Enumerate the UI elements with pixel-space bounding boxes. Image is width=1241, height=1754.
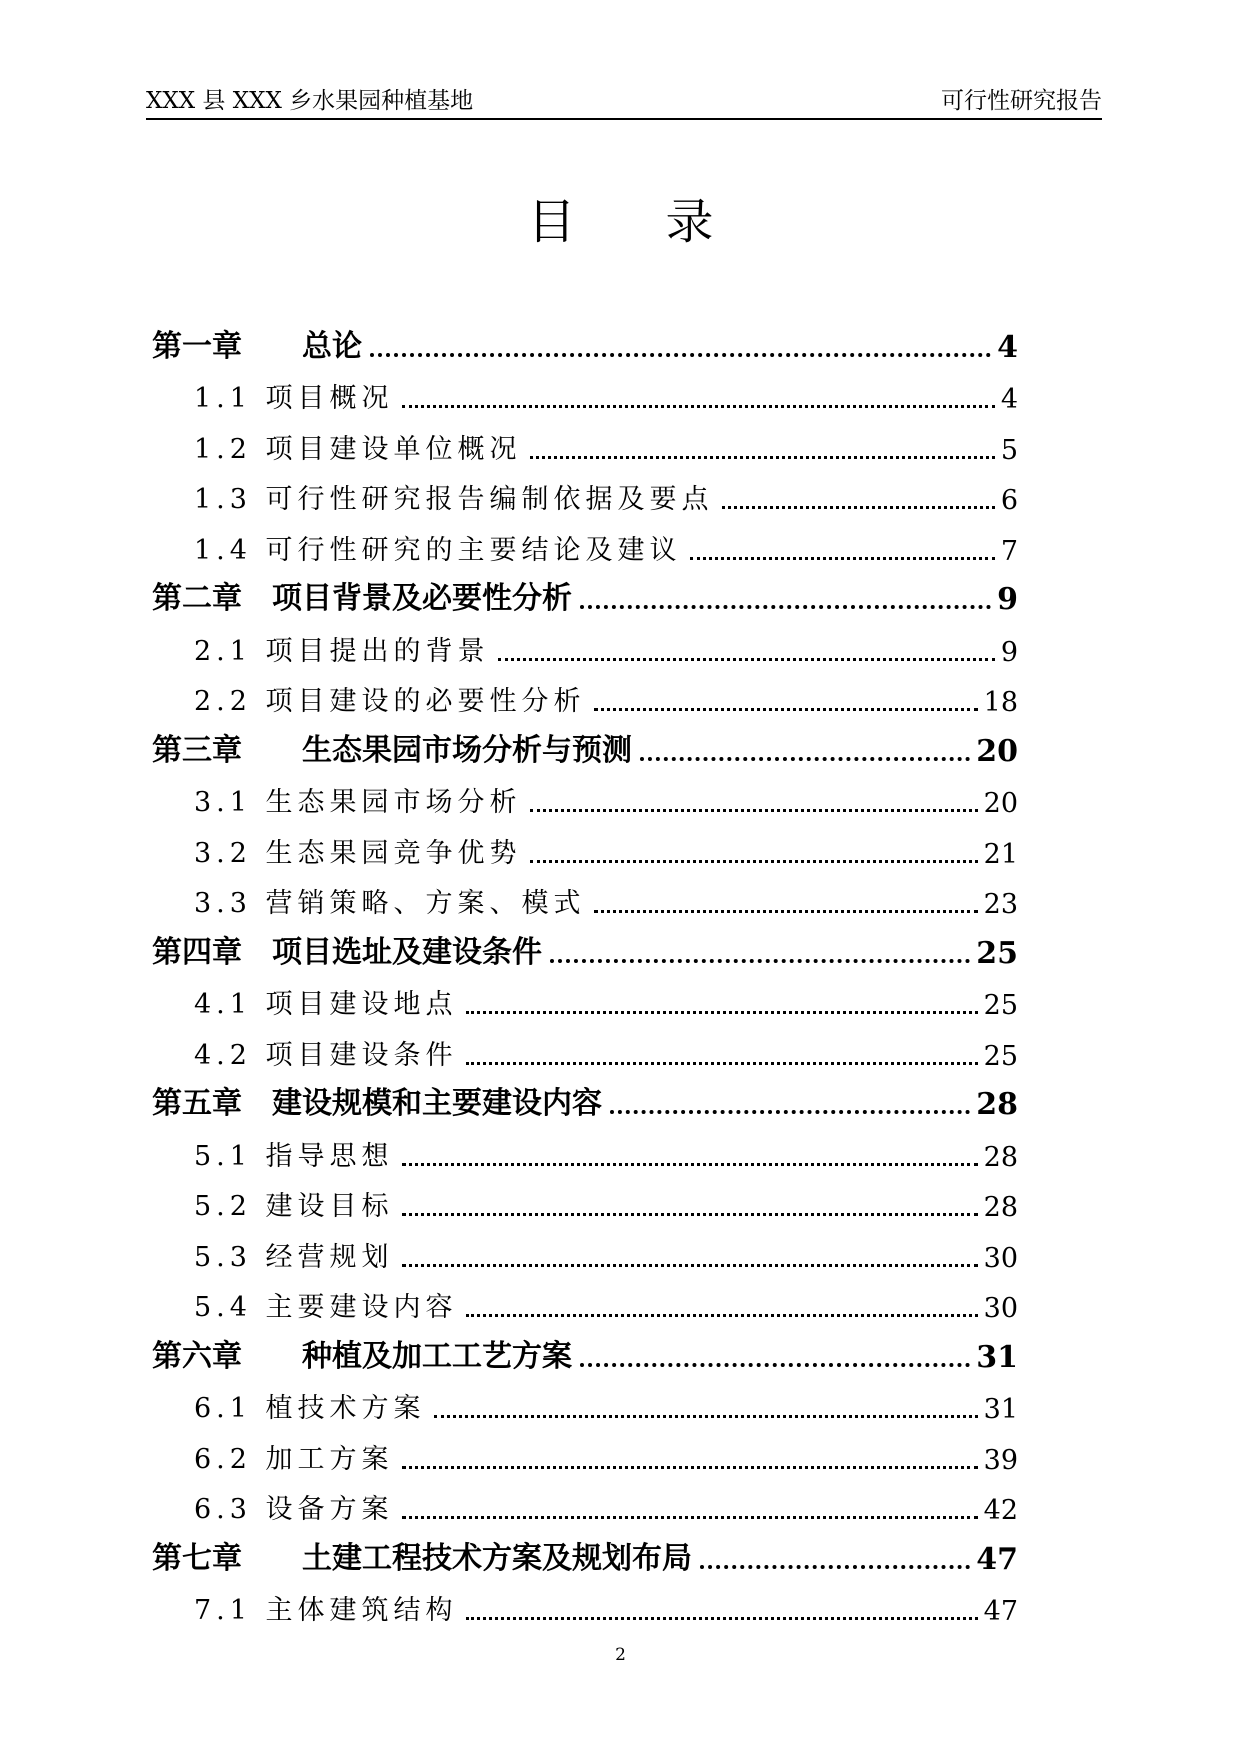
toc-dot-leader [466,1011,978,1014]
toc-title: 目录 [527,194,804,250]
toc-dot-leader [580,1363,970,1367]
toc-entry-label: 第五章 建设规模和主要建设内容 [152,1086,602,1121]
toc-entry-page: 18 [983,687,1018,718]
toc-chapter-entry[interactable] [152,1076,1018,1127]
toc-entry-label: 2.2 项目建设的必要性分析 [194,686,586,717]
toc-chapter-entry[interactable] [152,924,1018,975]
toc-chapter-entry[interactable] [152,1530,1018,1581]
toc-entry-page: 9 [997,582,1018,617]
toc-entry-label: 第三章 生态果园市场分析与预测 [152,732,632,768]
toc-section-entry[interactable] [152,1379,1018,1430]
toc-dot-leader [640,757,970,761]
toc-chapter-entry[interactable] [152,1328,1018,1379]
toc-section-entry[interactable] [152,1429,1018,1480]
toc-dot-leader [530,809,978,812]
toc-entry-label: 4.2 项目建设条件 [194,1039,458,1071]
toc-dot-leader [594,708,978,711]
toc-dot-leader [610,1110,970,1114]
toc-section-entry[interactable] [152,369,1018,420]
toc-dot-leader [700,1565,970,1569]
toc-entry-label: 5.1 指导思想 [194,1140,394,1172]
header-report-type: 可行性研究报告 [941,88,1102,114]
toc-dot-leader [550,959,970,963]
toc-dot-leader [722,506,995,509]
toc-entry-label: 1.1 项目概况 [194,383,394,414]
toc-section-entry[interactable] [152,621,1018,672]
toc-dot-leader [690,557,995,560]
toc-entry-label: 4.1 项目建设地点 [194,989,458,1020]
toc-entry-page: 20 [976,733,1018,769]
toc-entry-page: 9 [1000,636,1018,668]
toc-entry-page: 47 [983,1596,1018,1627]
toc-entry-page: 47 [976,1541,1018,1577]
toc-entry-page: 28 [983,1141,1018,1173]
toc-entry-page: 5 [1000,434,1018,466]
toc-dot-leader [466,1617,978,1620]
toc-entry-page: 30 [983,1242,1018,1274]
toc-section-entry[interactable] [152,773,1018,824]
toc-entry-page: 4 [1000,384,1018,415]
toc-dot-leader [594,910,978,913]
toc-entry-page: 25 [983,1040,1018,1072]
toc-entry-page: 25 [983,990,1018,1021]
toc-chapter-entry[interactable] [152,571,1018,622]
toc-entry-page: 28 [976,1087,1018,1122]
toc-entry-label: 2.1 项目提出的背景 [194,635,490,667]
header-project-name: XXX 县 XXX 乡水果园种植基地 [146,88,474,114]
toc-entry-label: 1.4 可行性研究的主要结论及建议 [194,534,682,566]
toc-entry-page: 30 [983,1293,1018,1324]
toc-entry-page: 6 [1000,485,1018,516]
toc-section-entry[interactable] [152,823,1018,874]
toc-section-entry[interactable] [152,1278,1018,1329]
toc-dot-leader [402,1516,978,1519]
toc-entry-label: 5.2 建设目标 [194,1191,394,1222]
toc-entry-label: 5.3 经营规划 [194,1241,394,1273]
toc-entry-page: 23 [983,889,1018,920]
toc-dot-leader [466,1314,978,1317]
page-number: 2 [615,1645,626,1665]
toc-entry-page: 4 [997,329,1018,365]
toc-entry-label: 第四章 项目选址及建设条件 [152,934,542,970]
toc-section-entry[interactable] [152,672,1018,723]
toc-dot-leader [498,658,995,661]
toc-entry-label: 3.2 生态果园竞争优势 [194,837,522,869]
toc-entry-label: 3.1 生态果园市场分析 [194,787,522,818]
toc-entry-label: 6.2 加工方案 [194,1443,394,1475]
toc-entry-label: 第二章 项目背景及必要性分析 [152,581,572,616]
toc-dot-leader [402,1264,978,1267]
toc-entry-label: 第六章 种植及加工工艺方案 [152,1338,572,1374]
toc-entry-label: 3.3 营销策略、方案、模式 [194,888,586,919]
toc-dot-leader [580,605,991,609]
toc-entry-label: 6.3 设备方案 [194,1494,394,1525]
toc-entry-label: 6.1 植技术方案 [194,1393,426,1424]
toc-chapter-entry[interactable] [152,318,1018,369]
toc-entry-label: 7.1 主体建筑结构 [194,1595,458,1626]
toc-dot-leader [402,405,995,408]
toc-section-entry[interactable] [152,419,1018,470]
toc-dot-leader [466,1062,978,1065]
toc-dot-leader [402,1466,978,1469]
toc-dot-leader [434,1415,978,1418]
table-of-contents [152,318,1018,1631]
toc-entry-page: 21 [983,838,1018,870]
toc-entry-label: 第七章 土建工程技术方案及规划布局 [152,1540,692,1576]
toc-section-entry[interactable] [152,1480,1018,1531]
toc-entry-page: 25 [976,935,1018,971]
toc-section-entry[interactable] [152,975,1018,1026]
toc-dot-leader [530,456,995,459]
toc-section-entry[interactable] [152,1025,1018,1076]
toc-chapter-entry[interactable] [152,722,1018,773]
toc-entry-page: 42 [983,1495,1018,1526]
toc-dot-leader [370,353,991,357]
toc-entry-page: 31 [976,1339,1018,1375]
toc-section-entry[interactable] [152,520,1018,571]
toc-entry-page: 28 [983,1192,1018,1223]
toc-section-entry[interactable] [152,1581,1018,1632]
toc-entry-page: 31 [983,1394,1018,1425]
toc-section-entry[interactable] [152,1177,1018,1228]
toc-dot-leader [402,1213,978,1216]
toc-dot-leader [530,860,978,863]
toc-dot-leader [402,1163,978,1166]
toc-section-entry[interactable] [152,874,1018,925]
toc-entry-label: 1.3 可行性研究报告编制依据及要点 [194,484,714,515]
toc-entry-page: 7 [1000,535,1018,567]
page-header [146,86,1102,120]
toc-section-entry[interactable] [152,470,1018,521]
toc-entry-label: 1.2 项目建设单位概况 [194,433,522,465]
toc-entry-page: 39 [983,1444,1018,1476]
toc-entry-label: 5.4 主要建设内容 [194,1292,458,1323]
toc-section-entry[interactable] [152,1126,1018,1177]
toc-section-entry[interactable] [152,1227,1018,1278]
toc-entry-label: 第一章 总论 [152,328,362,364]
toc-entry-page: 20 [983,788,1018,819]
